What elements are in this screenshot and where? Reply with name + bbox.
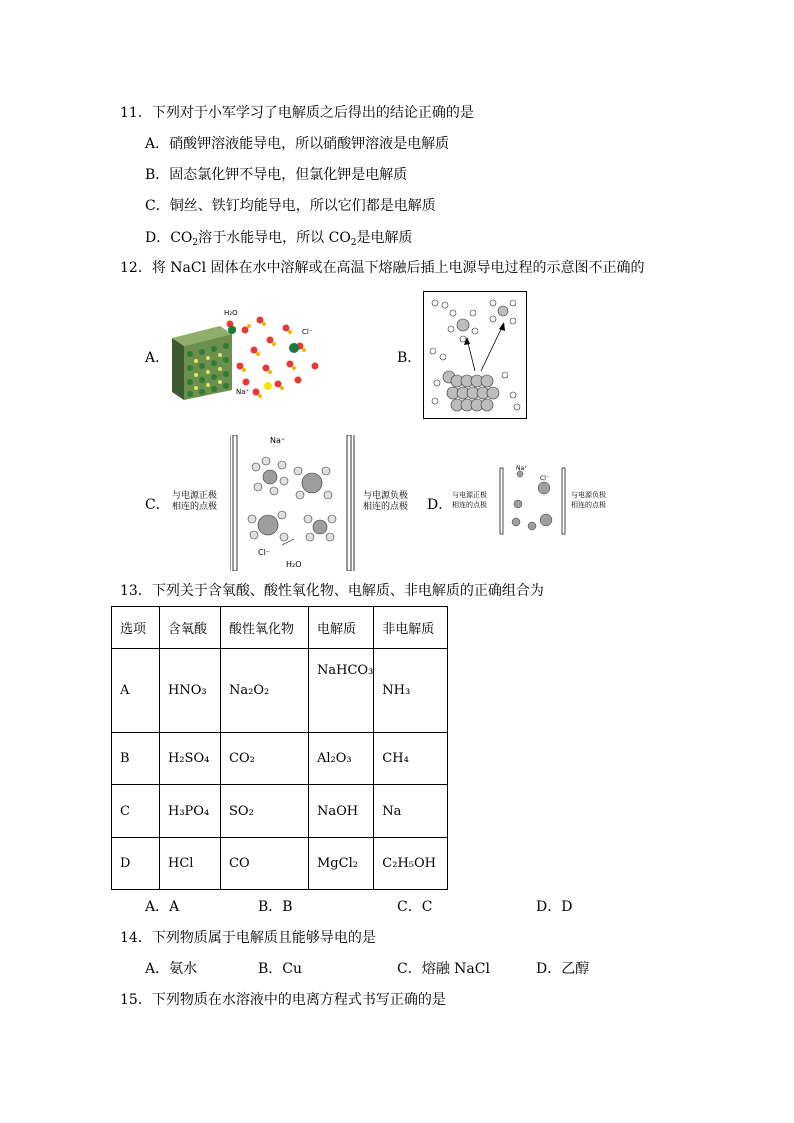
q11-option-c: C．铜丝、铁钉均能导电，所以它们都是电解质 [145,198,436,214]
q14-answer-b: B．Cu [258,961,303,977]
q14-answer-a: A．氨水 [145,961,198,977]
figure-b-hydrated-ions [423,291,527,419]
header-cell: 酸性氧化物 [221,607,309,649]
label-cl-c: Cl⁻ [258,548,271,557]
label-neg-line1: 与电源负极 [571,491,606,499]
table-row [112,838,448,890]
label-neg-line1: 与电源负极 [363,491,409,501]
table-cell: Na [374,785,448,838]
table-cell: A [112,649,160,733]
header-cell: 非电解质 [374,607,448,649]
q13-table [111,606,448,890]
figure-c-negative-electrode [363,491,408,513]
q11-d-pre: D．CO [145,230,193,246]
table-cell: H₂SO₄ [160,733,221,785]
table-cell: CH₄ [374,733,448,785]
figure-d-negative-electrode [571,490,606,510]
label-na-c: Na⁺ [270,436,286,445]
table-cell: Na₂O₂ [221,649,309,733]
q12-stem: 12．将 NaCl 固体在水中溶解或在高温下熔融后插上电源导电过程的示意图不正确的 [120,260,645,276]
table-cell: Al₂O₃ [309,733,374,785]
table-cell: HNO₃ [160,649,221,733]
figure-c-positive-electrode [172,491,217,513]
q11-d-mid: 溶于水能导电，所以 CO [198,230,351,246]
table-cell: NaHCO₃ [309,649,374,733]
sub-2: 2 [192,238,199,248]
label-h2o-c: H₂O [286,560,302,569]
figure-d-positive-electrode [452,490,487,510]
label-pos-line1: 与电源正极 [172,491,218,501]
q14-stem: 14．下列物质属于电解质且能够导电的是 [120,930,376,946]
table-cell: D [112,838,160,890]
label-pos-line2: 相连的点极 [452,501,487,509]
q12-option-a-label: A． [145,350,170,366]
header-cell: 电解质 [309,607,374,649]
q11-option-a: A．硝酸钾溶液能导电，所以硝酸钾溶液是电解质 [145,136,450,152]
figure-d-molten-nacl [498,464,570,538]
q11-d-post: 是电解质 [356,230,413,246]
table-cell: C₂H₅OH [374,838,448,890]
header-cell: 选项 [112,607,160,649]
figure-a-nacl-dissolution [170,306,330,402]
table-cell: NH₃ [374,649,448,733]
table-row [112,733,448,785]
q13-stem: 13．下列关于含氧酸、酸性氧化物、电解质、非电解质的正确组合为 [120,583,544,599]
table-cell: C [112,785,160,838]
table-cell: B [112,733,160,785]
q15-stem: 15．下列物质在水溶液中的电离方程式书写正确的是 [120,992,446,1008]
table-header-row [112,607,448,649]
table-cell: SO₂ [221,785,309,838]
q14-answer-d: D．乙醇 [536,961,590,977]
label-cl-d: Cl⁻ [540,475,550,482]
label-cl-a: Cl⁻ [302,328,313,336]
label-na-d: Na⁺ [516,465,528,472]
table-cell: MgCl₂ [309,838,374,890]
q12-option-d-label: D． [427,497,453,513]
label-neg-line2: 相连的点极 [571,501,606,509]
figure-c-electrolysis-solution [230,435,362,571]
q13-answer-c: C．C [397,899,433,915]
q11-option-d [145,229,413,247]
label-pos-line1: 与电源正极 [452,491,487,499]
q11-stem: 11．下列对于小军学习了电解质之后得出的结论正确的是 [120,105,474,121]
q13-answer-d: D．D [536,899,573,915]
table-cell: CO [221,838,309,890]
table-row [112,785,448,838]
q12-option-b-label: B． [397,350,422,366]
q13-answer-b: B．B [258,899,293,915]
q13-answer-a: A．A [145,899,180,915]
header-cell: 含氧酸 [160,607,221,649]
label-h2o-a: H₂O [224,309,238,317]
q11-option-b: B．固态氯化钾不导电，但氯化钾是电解质 [145,167,408,183]
table-row [112,649,448,733]
q14-answer-c: C．熔融 NaCl [397,961,490,977]
table-cell: CO₂ [221,733,309,785]
table-cell: NaOH [309,785,374,838]
table-cell: HCl [160,838,221,890]
table-cell: H₃PO₄ [160,785,221,838]
label-neg-line2: 相连的点极 [363,502,409,512]
label-pos-line2: 相连的点极 [172,502,218,512]
label-na-a: Na⁺ [236,388,250,396]
sub-2: 2 [350,238,357,248]
q12-option-c-label: C． [145,497,170,513]
